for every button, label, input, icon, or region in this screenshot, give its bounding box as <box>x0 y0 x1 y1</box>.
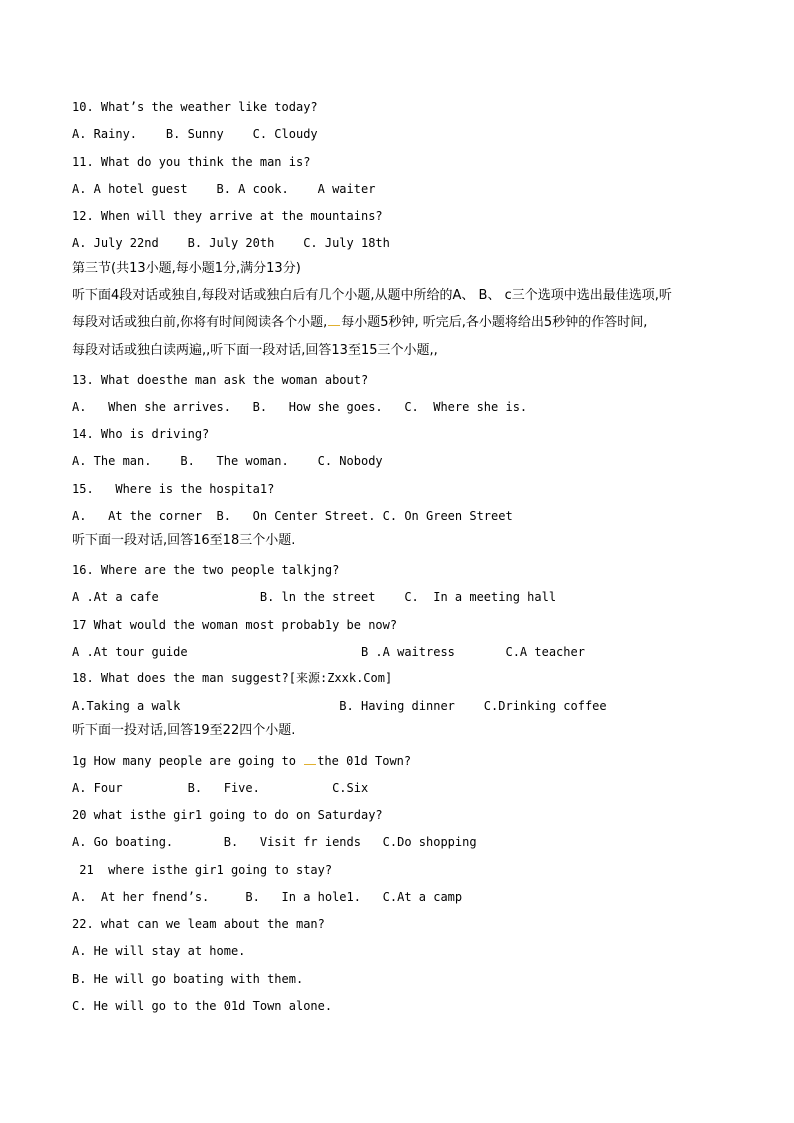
question-13: 13. What doesthe man ask the woman about? <box>72 373 369 387</box>
options-14: A. The man. B. The woman. C. Nobody <box>72 454 383 468</box>
options-19: A. Four B. Five. C.Six <box>72 781 369 795</box>
question-10: 10. What’s the weather like today? <box>72 100 318 114</box>
options-20: A. Go boating. B. Visit fr iends C.Do shopping <box>72 835 477 849</box>
section-heading: 第三节(共13小题,每小题1分,满分13分) <box>72 261 301 276</box>
options-11: A. A hotel guest B. A cook. A waiter <box>72 182 376 196</box>
highlight-mark <box>328 317 340 326</box>
question-22: 22. what can we leam about the man? <box>72 917 325 931</box>
dialogue-instruction-19-22: 听下面一投对话,回答19至22四个小题. <box>72 723 296 738</box>
question-21: 21 where isthe gir1 going to stay? <box>72 863 333 877</box>
option-22-c: C. He will go to the 01d Town alone. <box>72 999 333 1013</box>
question-16: 16. Where are the two people talkjng? <box>72 563 340 577</box>
instructions-line-2: 每段对话或独白前,你将有时间阅读各个小题, 每小题5秒钟, 听完后,各小题将给出5秒钟的作答时间, <box>72 315 648 330</box>
options-12: A. July 22nd B. July 20th C. July 18th <box>72 236 390 250</box>
question-14: 14. Who is driving? <box>72 427 210 441</box>
options-18: A.Taking a walk B. Having dinner C.Drinking coffee <box>72 699 607 713</box>
options-16: A .At a cafe B. ln the street C. In a meeting hall <box>72 590 557 604</box>
question-20: 20 what isthe gir1 going to do on Saturday? <box>72 808 383 822</box>
instructions-line-3: 每段对话或独白读两遍,,听下面一段对话,回答13至15三个小题,, <box>72 343 438 358</box>
question-17: 17 What would the woman most probab1y be now? <box>72 618 398 632</box>
question-15: 15. Where is the hospita1? <box>72 482 275 496</box>
question-12: 12. When will they arrive at the mountains? <box>72 209 383 223</box>
option-22-a: A. He will stay at home. <box>72 944 246 958</box>
options-13: A. When she arrives. B. How she goes. C. Where she is. <box>72 400 528 414</box>
question-19: 1g How many people are going to the 01d Town? <box>72 754 412 768</box>
highlight-mark <box>304 756 316 765</box>
dialogue-instruction-16-18: 听下面一段对话,回答16至18三个小题. <box>72 533 296 548</box>
options-15: A. At the corner B. On Center Street. C. On Green Street <box>72 509 513 523</box>
options-10: A. Rainy. B. Sunny C. Cloudy <box>72 127 318 141</box>
question-18: 18. What does the man suggest?[来源:Zxxk.Com] <box>72 671 393 685</box>
option-22-b: B. He will go boating with them. <box>72 972 304 986</box>
question-11: 11. What do you think the man is? <box>72 155 311 169</box>
options-17: A .At tour guide B .A waitress C.A teacher <box>72 645 585 659</box>
instructions-line-1: 听下面4段对话或独自,每段对话或独白后有几个小题,从题中所给的A、 B、 c三个选项中选出最佳选项,听 <box>72 288 672 303</box>
options-21: A. At her fnend’s. B. In a hole1. C.At a camp <box>72 890 463 904</box>
